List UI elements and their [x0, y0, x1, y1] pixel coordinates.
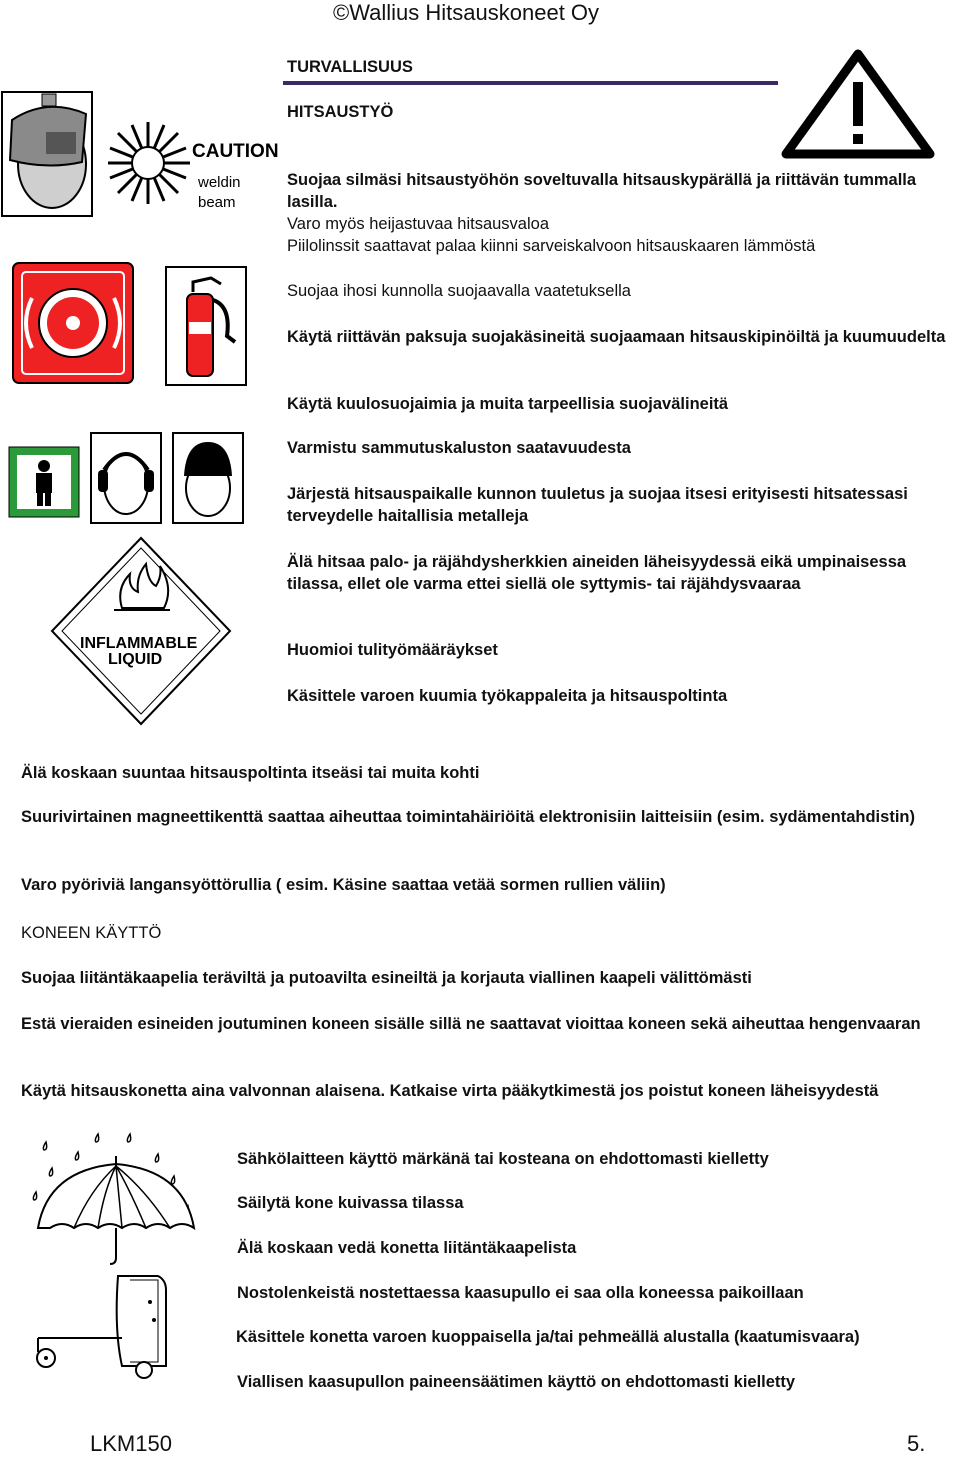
section-title: TURVALLISUUS: [287, 58, 413, 76]
caution-welding-beam-icon: [100, 120, 279, 220]
item-wet-use: Sähkölaitteen käyttö märkänä tai kosteana on ehdottomasti kielletty: [237, 1150, 769, 1168]
item-ventilation: Järjestä hitsauspaikalle kunnon tuuletus ja suojaa itsesi erityisesti hitsatessasi terveydelle haitallisia metalleja: [287, 485, 908, 525]
item-faulty-regulator: Viallisen kaasupullon paineensäätimen käyttö on ehdottomasti kielletty: [237, 1373, 796, 1391]
item-uneven-ground: Käsittele konetta varoen kuoppaisella ja/tai pehmeällä alustalla (kaatumisvaara): [236, 1328, 860, 1346]
item-hot-work-rules: Huomioi tulityömääräykset: [287, 641, 498, 659]
hard-hat-icon: [172, 432, 244, 524]
item-cable-pulling: Älä koskaan vedä konetta liitäntäkaapelista: [237, 1239, 577, 1257]
item-hot-workpieces: Käsittele varoen kuumia työkappaleita ja hitsauspoltinta: [287, 687, 728, 705]
machine-section-title: KONEEN KÄYTTÖ: [21, 924, 162, 942]
caution-word: CAUTION: [192, 141, 279, 162]
footer-page-number: 5.: [907, 1431, 926, 1456]
inflammable-line2: LIQUID: [108, 651, 163, 668]
item-cable-protection: Suojaa liitäntäkaapelia teräviltä ja putoavilta esineiltä ja korjauta viallinen kaapeli välittömästi: [21, 969, 752, 987]
section-subtitle: HITSAUSTYÖ: [287, 103, 394, 121]
caution-line2: beam: [198, 194, 236, 211]
item-magnetic-field: Suurivirtainen magneettikenttä saattaa aiheuttaa toimintahäiriöitä elektronisiin laitteisiin (esim. sydämentahdistin): [21, 808, 915, 826]
item-contact-lenses: Piilolinssit saattavat palaa kiinni sarveiskalvoon hitsauskaaren lämmöstä: [287, 237, 816, 255]
item-reflected-light: Varo myös heijastuvaa hitsausvaloa: [287, 215, 550, 233]
item-hearing: Käytä kuulosuojaimia ja muita tarpeellisia suojavälineitä: [287, 395, 729, 413]
item-torch-direction: Älä koskaan suuntaa hitsauspoltinta itseäsi tai muita kohti: [21, 764, 480, 782]
umbrella-rain-machine-icon: [18, 1130, 218, 1380]
fire-extinguisher-icon: [165, 266, 247, 386]
item-extinguishers: Varmistu sammutuskaluston saatavuudesta: [287, 439, 631, 457]
item-lifting: Nostolenkeistä nostettaessa kaasupullo ei saa olla koneessa paikoillaan: [237, 1284, 804, 1302]
hearing-protection-icon: [90, 432, 162, 524]
item-flammables: Älä hitsaa palo- ja räjähdysherkkien aineiden läheisyydessä eikä umpinaisessa tilassa, ellet ole varma ettei siellä ole syttymis- tai räjähdysvaaraa: [287, 553, 907, 593]
item-supervision: Käytä hitsauskonetta aina valvonnan alaisena. Katkaise virta pääkytkimestä jos poistut koneen läheisyydestä: [21, 1082, 879, 1100]
fire-alarm-icon: [12, 262, 134, 384]
header-copyright: ©Wallius Hitsauskoneet Oy: [333, 0, 600, 25]
item-feed-rollers: Varo pyöriviä langansyöttörullia ( esim. Käsine saattaa vetää sormen rullien väliin): [21, 876, 666, 894]
title-underline: [283, 81, 778, 85]
item-foreign-objects: Estä vieraiden esineiden joutuminen koneen sisälle sillä ne saattavat vioittaa koneen sekä aiheuttaa hengenvaaran: [21, 1015, 921, 1033]
inflammable-line1: INFLAMMABLE: [80, 635, 198, 652]
item-skin-protection: Suojaa ihosi kunnolla suojaavalla vaatetuksella: [287, 282, 631, 300]
item-eye-protection: Suojaa silmäsi hitsaustyöhön soveltuvalla hitsauskypärällä ja riittävän tummalla lasilla.: [287, 171, 917, 211]
caution-line1: weldin: [198, 174, 241, 191]
welding-helmet-icon: [2, 92, 92, 216]
footer-model: LKM150: [90, 1431, 172, 1456]
warning-triangle-icon: [780, 48, 936, 160]
item-gloves: Käytä riittävän paksuja suojakäsineitä suojaamaan hitsauskipinöiltä ja kuumuudelta: [287, 328, 946, 346]
inflammable-liquid-icon: [50, 536, 232, 726]
protective-clothing-icon: [8, 446, 80, 518]
item-dry-storage: Säilytä kone kuivassa tilassa: [237, 1194, 464, 1212]
